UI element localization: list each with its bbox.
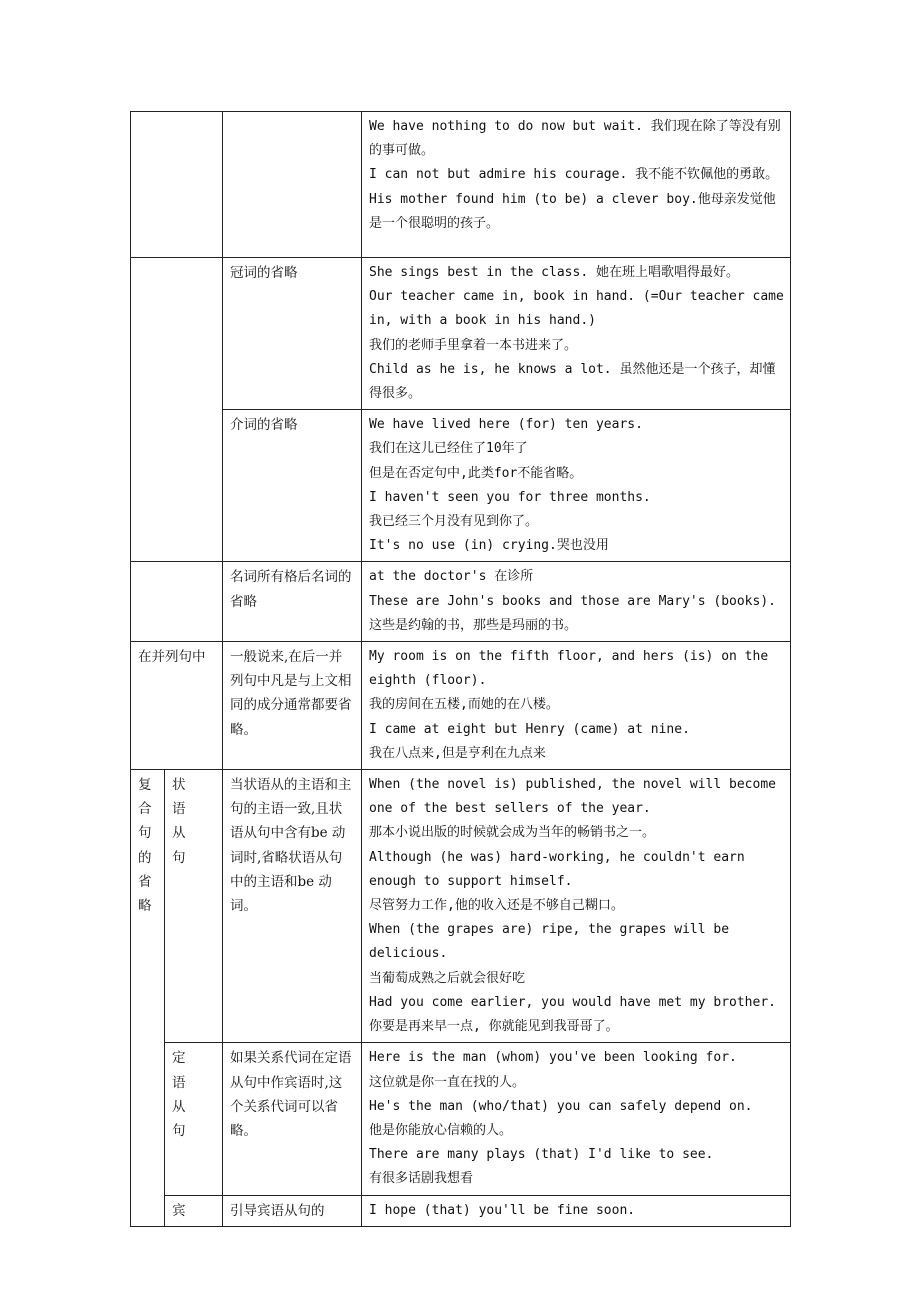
example-line: 但是在否定句中,此类for不能省略。 xyxy=(369,465,583,481)
example-line: Here is the man (whom) you've been looking for. xyxy=(369,1050,737,1066)
vertical-char: 语 xyxy=(172,1074,186,1091)
subcategory-cell: 如果关系代词在定语从句中作宾语时,这个关系代词可以省略。 xyxy=(223,1043,362,1195)
example-cell xyxy=(362,1195,791,1226)
example-cell xyxy=(362,770,791,1043)
example-line: 我们在这儿已经住了10年了 xyxy=(369,441,528,457)
category-cell-vertical xyxy=(131,770,165,1227)
vertical-char: 省 xyxy=(138,873,152,890)
vertical-char: 句 xyxy=(138,825,152,842)
vertical-char: 句 xyxy=(172,849,186,866)
table-row xyxy=(131,642,791,770)
example-cell xyxy=(362,642,791,770)
example-line: Had you come earlier, you would have met my brother. xyxy=(369,994,776,1010)
vertical-char: 定 xyxy=(172,1050,186,1067)
example-cell xyxy=(362,258,791,410)
clause-type-cell xyxy=(165,770,223,1043)
category-cell: 在并列句中 xyxy=(131,642,223,770)
subcategory-cell: 介词的省略 xyxy=(223,410,362,562)
vertical-char: 略 xyxy=(138,898,152,915)
example-cell xyxy=(362,410,791,562)
example-line: When (the grapes are) ripe, the grapes will be delicious. xyxy=(369,922,730,962)
example-line: He's the man (who/that) you can safely depend on. xyxy=(369,1098,753,1114)
example-line: I came at eight but Henry (came) at nine. xyxy=(369,721,690,737)
example-line: 有很多话剧我想看 xyxy=(369,1171,474,1187)
table-row xyxy=(131,410,791,562)
category-cell xyxy=(131,562,223,642)
vertical-char: 复 xyxy=(138,777,152,794)
example-line: We have lived here (for) ten years. xyxy=(369,417,643,433)
vertical-char: 从 xyxy=(172,1098,186,1115)
example-line: 他是你能放心信赖的人。 xyxy=(369,1122,513,1138)
example-line: 我们的老师手里拿着一本书进来了。 xyxy=(369,337,578,353)
clause-type-cell xyxy=(165,1195,223,1226)
example-line: Although (he was) hard-working, he couldn't earn enough to support himself. xyxy=(369,849,745,889)
vertical-char: 句 xyxy=(172,1122,186,1139)
example-line: 你要是再来早一点, 你就能见到我哥哥了。 xyxy=(369,1019,619,1035)
example-line: She sings best in the class. 她在班上唱歌唱得最好。 xyxy=(369,265,739,280)
example-line: 我的房间在五楼,而她的在八楼。 xyxy=(369,697,559,713)
example-line: 当葡萄成熟之后就会很好吃 xyxy=(369,970,526,986)
example-line: His mother found him (to be) a clever boy.他母亲发觉他是一个很聪明的孩子。 xyxy=(369,191,776,231)
example-cell xyxy=(362,562,791,642)
example-line: We have nothing to do now but wait. 我们现在除了等没有别的事可做。 xyxy=(369,119,781,159)
subcategory-cell: 引导宾语从句的 xyxy=(223,1195,362,1226)
vertical-char: 状 xyxy=(172,777,186,794)
vertical-char: 语 xyxy=(172,801,186,818)
example-line: at the doctor's 在诊所 xyxy=(369,569,534,585)
subcategory-cell: 冠词的省略 xyxy=(223,258,362,410)
vertical-char: 宾 xyxy=(172,1202,186,1219)
example-line: These are John's books and those are Mary's (books). xyxy=(369,593,776,609)
example-line: 那本小说出版的时候就会成为当年的畅销书之一。 xyxy=(369,825,656,841)
example-line: It's no use (in) crying.哭也没用 xyxy=(369,538,609,554)
subcategory-cell: 一般说来,在后一并列句中凡是与上文相同的成分通常都要省略。 xyxy=(223,642,362,770)
example-line: 尽管努力工作,他的收入还是不够自己糊口。 xyxy=(369,898,624,914)
table-row xyxy=(131,112,791,258)
vertical-char: 从 xyxy=(172,825,186,842)
vertical-char: 合 xyxy=(138,801,152,818)
example-line: 我在八点来,但是亨利在九点来 xyxy=(369,745,546,761)
example-line: I hope (that) you'll be fine soon. xyxy=(369,1202,636,1218)
example-line: 我已经三个月没有见到你了。 xyxy=(369,514,539,530)
table-row xyxy=(131,1043,791,1195)
example-line: 这位就是你一直在找的人。 xyxy=(369,1074,526,1090)
example-cell xyxy=(362,112,791,258)
example-line: There are many plays (that) I'd like to see. xyxy=(369,1147,714,1163)
example-line: When (the novel is) published, the novel will become one of the best sellers of the year. xyxy=(369,777,776,817)
clause-type-cell xyxy=(165,1043,223,1195)
category-cell xyxy=(131,258,223,562)
ellipsis-table xyxy=(130,111,791,1227)
table-row xyxy=(131,258,791,410)
category-cell xyxy=(131,112,223,258)
example-line: My room is on the fifth floor, and hers (is) on the eighth (floor). xyxy=(369,649,769,689)
table-row xyxy=(131,770,791,1043)
table-row xyxy=(131,562,791,642)
example-line: I haven't seen you for three months. xyxy=(369,489,651,505)
example-line: 这些是约翰的书，那些是玛丽的书。 xyxy=(369,617,578,633)
example-line: Our teacher came in, book in hand. (=Our teacher came in, with a book in his hand.) xyxy=(369,289,784,329)
vertical-char: 的 xyxy=(138,849,152,866)
subcategory-cell: 名词所有格后名词的省略 xyxy=(223,562,362,642)
example-line: Child as he is, he knows a lot. 虽然他还是一个孩子，却懂得很多。 xyxy=(369,361,776,402)
subcategory-cell: 当状语从的主语和主句的主语一致,且状语从句中含有be 动词时,省略状语从句中的主语和be 动词。 xyxy=(223,770,362,1043)
table-row xyxy=(131,1195,791,1226)
subcategory-cell xyxy=(223,112,362,258)
example-cell xyxy=(362,1043,791,1195)
example-line: I can not but admire his courage. 我不能不钦佩他的勇敢。 xyxy=(369,167,779,183)
